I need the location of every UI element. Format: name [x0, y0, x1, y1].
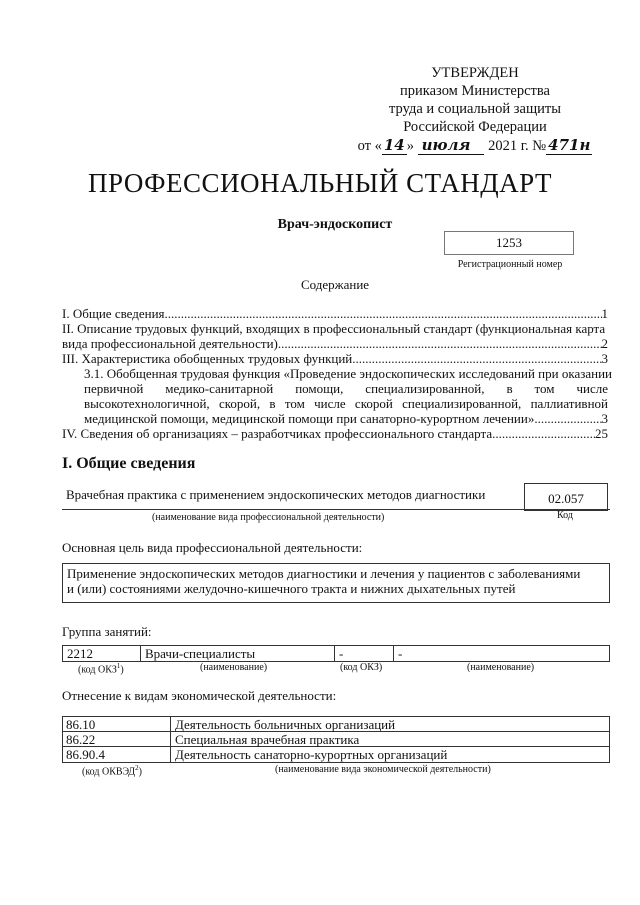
group-code-1: 2212 — [67, 646, 93, 661]
group-caption-code-1: (код ОКЗ$^1$) — [78, 662, 124, 676]
approval-line-1: УТВЕРЖДЕН — [431, 65, 519, 81]
toc-item-2-line2: вида профессиональной деятельности) — [62, 336, 278, 351]
group-name-1: Врачи-специалисты — [145, 646, 256, 661]
toc-item-1[interactable] — [62, 306, 608, 321]
registration-number-box: 1253 — [444, 231, 574, 255]
econ-code-2: 86.22 — [66, 732, 96, 747]
handwritten-month: июля — [418, 136, 485, 155]
code-caption: Код — [557, 510, 573, 521]
page-title: ПРОФЕССИОНАЛЬНЫЙ СТАНДАРТ — [87, 168, 553, 198]
handwritten-number: 471н — [548, 136, 591, 154]
date-year: 2021 г. № — [484, 138, 547, 154]
activity-name: Врачебная практика с применением эндоскопических методов диагностики — [66, 487, 486, 502]
goal-line-2: и (или) состояниями желудочно-кишечного тракта и нижних дыхательных путей — [67, 581, 516, 596]
contents-heading: Содержание — [300, 277, 370, 292]
group-caption-code-2: (код ОКЗ) — [340, 662, 383, 673]
group-name-2: - — [398, 646, 403, 661]
econ-code-3: 86.90.4 — [66, 747, 105, 762]
econ-caption-name: (наименование вида экономической деятельности) — [275, 764, 491, 775]
toc-item-1-text: I. Общие сведения — [62, 306, 165, 321]
date-prefix: от « — [357, 138, 382, 154]
group-caption-name-1: (наименование) — [200, 662, 268, 673]
toc-item-3-text: III. Характеристика обобщенных трудовых функций — [62, 351, 353, 366]
goal-line-1: Применение эндоскопических методов диагностики и лечения у пациентов с заболеваниями — [67, 566, 581, 581]
approval-line-4: Российской Федерации — [403, 119, 547, 135]
econ-col-sep — [170, 716, 171, 762]
approval-line-2: приказом Министерства — [400, 83, 550, 99]
group-divider-3 — [393, 645, 394, 661]
approval-date-line — [340, 136, 610, 155]
toc-item-2[interactable] — [62, 321, 608, 351]
registration-number-label: Регистрационный номер — [457, 259, 563, 270]
activity-name-caption: (наименование вида профессиональной деятельности) — [152, 512, 385, 523]
econ-name-3: Деятельность санаторно-курортных организаций — [175, 747, 448, 762]
group-divider-2 — [334, 645, 335, 661]
group-divider-1 — [140, 645, 141, 661]
goal-label: Основная цель вида профессиональной деятельности: — [62, 540, 363, 555]
econ-name-1: Деятельность больничных организаций — [175, 717, 396, 732]
toc-item-3-1-line4: медицинской помощи, медицинской помощи при санаторно-курортном лечении» — [84, 411, 535, 426]
toc-item-4-page: 25 — [595, 426, 608, 441]
toc-item-3-1-line2: первичной медико-санитарной помощи, специализированной, в том числе — [84, 381, 608, 396]
group-label: Группа занятий: — [62, 624, 152, 639]
econ-name-2: Специальная врачебная практика — [175, 732, 360, 747]
toc-item-2-page: 2 — [601, 336, 608, 351]
econ-label: Отнесение к видам экономической деятельности: — [62, 688, 337, 703]
toc-item-3-1-line3: высокотехнологичной, скорой, в том числе скорой специализированной, паллиативной — [84, 396, 608, 411]
approval-line-3: труда и социальной защиты — [389, 101, 561, 117]
activity-underline — [62, 509, 610, 510]
econ-code-1: 86.10 — [66, 717, 96, 732]
approval-block — [340, 64, 610, 155]
toc-item-3-1[interactable] — [84, 366, 612, 426]
section-heading: I. Общие сведения — [62, 455, 196, 472]
toc-item-1-page: 1 — [601, 306, 608, 321]
toc-item-4[interactable] — [62, 426, 608, 441]
handwritten-day: 14 — [383, 136, 405, 154]
date-mid: » — [406, 138, 418, 154]
toc-item-3-1-page: 3 — [601, 411, 608, 426]
group-caption-name-2: (наименование) — [467, 662, 535, 673]
toc-item-3-1-line1: 3.1. Обобщенная трудовая функция «Проведение эндоскопических исследований при оказании — [84, 366, 612, 381]
toc-item-3-page: 3 — [601, 351, 608, 366]
toc-item-3[interactable] — [62, 351, 608, 366]
econ-caption-code: (код ОКВЭД$^2$) — [82, 764, 142, 778]
group-code-2: - — [339, 646, 344, 661]
standard-name: Врач-эндоскопист — [277, 217, 393, 232]
toc-item-4-text: IV. Сведения об организациях – разработчиках профессионального стандарта — [62, 426, 493, 441]
toc-item-2-line1: II. Описание трудовых функций, входящих в профессиональный стандарт (функциональная карта — [62, 321, 606, 336]
activity-code: 02.057 — [548, 491, 584, 506]
